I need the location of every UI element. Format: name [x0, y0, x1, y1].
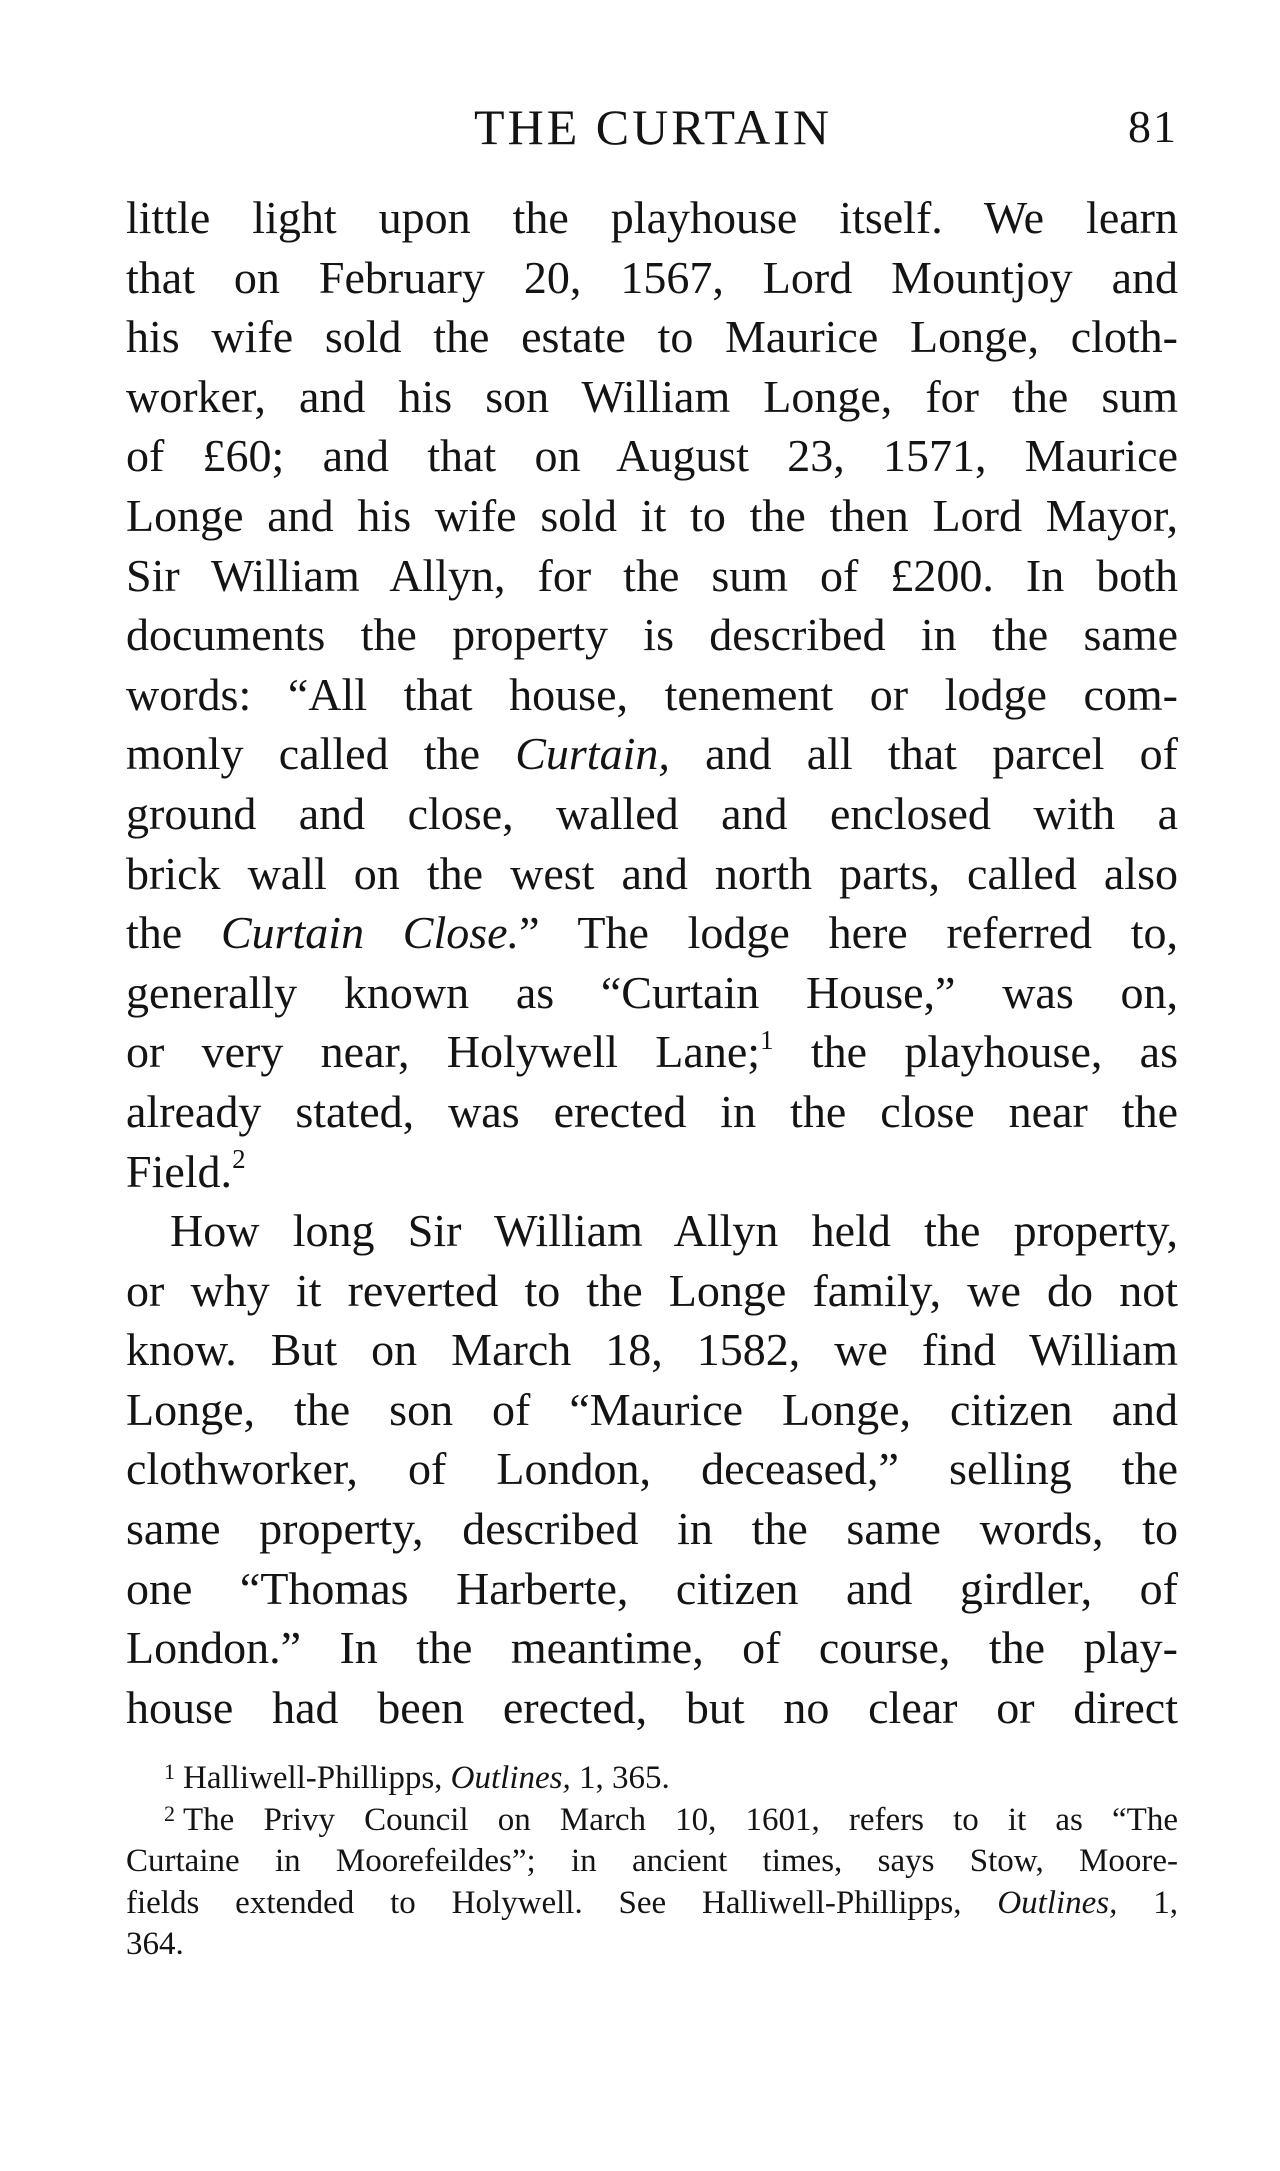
- italic-title: Curtain,: [515, 728, 670, 780]
- text-line: ground and close, walled and enclosed with a: [126, 787, 1178, 839]
- text-line: words: “All that house, tenement or lodge com-: [126, 668, 1178, 720]
- footnote-text: The Privy Council on March 10, 1601, refers to it as “The: [183, 1801, 1178, 1838]
- footnote-ref: 1: [760, 1024, 774, 1055]
- text-line: London.” In the meantime, of course, the play-: [126, 1622, 1178, 1674]
- line-text: ” The lodge here referred to,: [519, 907, 1178, 959]
- line-text: the: [126, 907, 221, 959]
- italic-title: Curtain Close.: [220, 907, 520, 959]
- text-line: house had been erected, but no clear or direct: [126, 1681, 1178, 1733]
- text-line: worker, and his son William Longe, for the sum: [126, 370, 1178, 422]
- footnote-ref: 2: [232, 1144, 246, 1175]
- text-line: [126, 724, 1178, 784]
- text-line: clothworker, of London, deceased,” selling the: [126, 1443, 1178, 1495]
- text-line: generally known as “Curtain House,” was on,: [126, 966, 1178, 1018]
- footnote-text: Halliwell-Phillipps,: [183, 1760, 451, 1796]
- footnote-2-line: Curtaine in Moorefeildes”; in ancient times, says Stow, Moore-: [126, 1843, 1178, 1879]
- footnote-1: [126, 1758, 1178, 1800]
- text-line: know. But on March 18, 1582, we find William: [126, 1324, 1178, 1376]
- text-line: brick wall on the west and north parts, called also: [126, 847, 1178, 899]
- footnote-mark: 1: [164, 1759, 175, 1784]
- text-line: his wife sold the estate to Maurice Longe, cloth-: [126, 311, 1178, 363]
- footnote-text: 1,: [1117, 1884, 1179, 1921]
- body-text: [126, 188, 1178, 1737]
- running-title: THE CURTAIN: [474, 99, 832, 155]
- footnote-2-line: [126, 1883, 1178, 1925]
- text-line: Longe and his wife sold it to the then Lord Mayor,: [126, 489, 1178, 541]
- text-line: [126, 1142, 1178, 1202]
- text-line: [126, 1022, 1178, 1082]
- text-line: Sir William Allyn, for the sum of £200. In both: [126, 549, 1178, 601]
- footnote-2-line: 364.: [126, 1926, 184, 1962]
- text-line: little light upon the playhouse itself. We learn: [126, 192, 1178, 243]
- text-line: Longe, the son of “Maurice Longe, citizen and: [126, 1383, 1178, 1435]
- page-header: [128, 92, 1178, 162]
- italic-title: Outlines,: [450, 1760, 571, 1796]
- text-line: or why it reverted to the Longe family, we do not: [126, 1264, 1178, 1316]
- line-text: and all that parcel of: [669, 728, 1178, 780]
- line-text: the playhouse, as: [773, 1026, 1178, 1078]
- footnote-2-line: [126, 1800, 1178, 1842]
- text-line: How long Sir William Allyn held the property,: [170, 1205, 1178, 1257]
- page-number: 81: [1128, 101, 1178, 152]
- line-text: Field.: [126, 1145, 233, 1197]
- text-line: same property, described in the same words, to: [126, 1503, 1178, 1555]
- text-line: documents the property is described in the same: [126, 609, 1178, 661]
- footnotes: [126, 1758, 1178, 1966]
- italic-title: Outlines,: [997, 1884, 1118, 1921]
- line-text: monly called the: [126, 728, 516, 780]
- text-line: that on February 20, 1567, Lord Mountjoy and: [126, 251, 1178, 303]
- text-line: [126, 903, 1178, 963]
- text-line: of £60; and that on August 23, 1571, Maurice: [126, 430, 1178, 482]
- footnote-text: fields extended to Holywell. See Halliwell-Phillipps,: [126, 1884, 998, 1921]
- line-text: or very near, Holywell Lane;: [126, 1026, 761, 1078]
- footnote-text: 1, 365.: [570, 1760, 670, 1796]
- text-line: already stated, was erected in the close near the: [126, 1085, 1178, 1137]
- text-line: one “Thomas Harberte, citizen and girdler, of: [126, 1562, 1178, 1614]
- footnote-mark: 2: [164, 1800, 175, 1826]
